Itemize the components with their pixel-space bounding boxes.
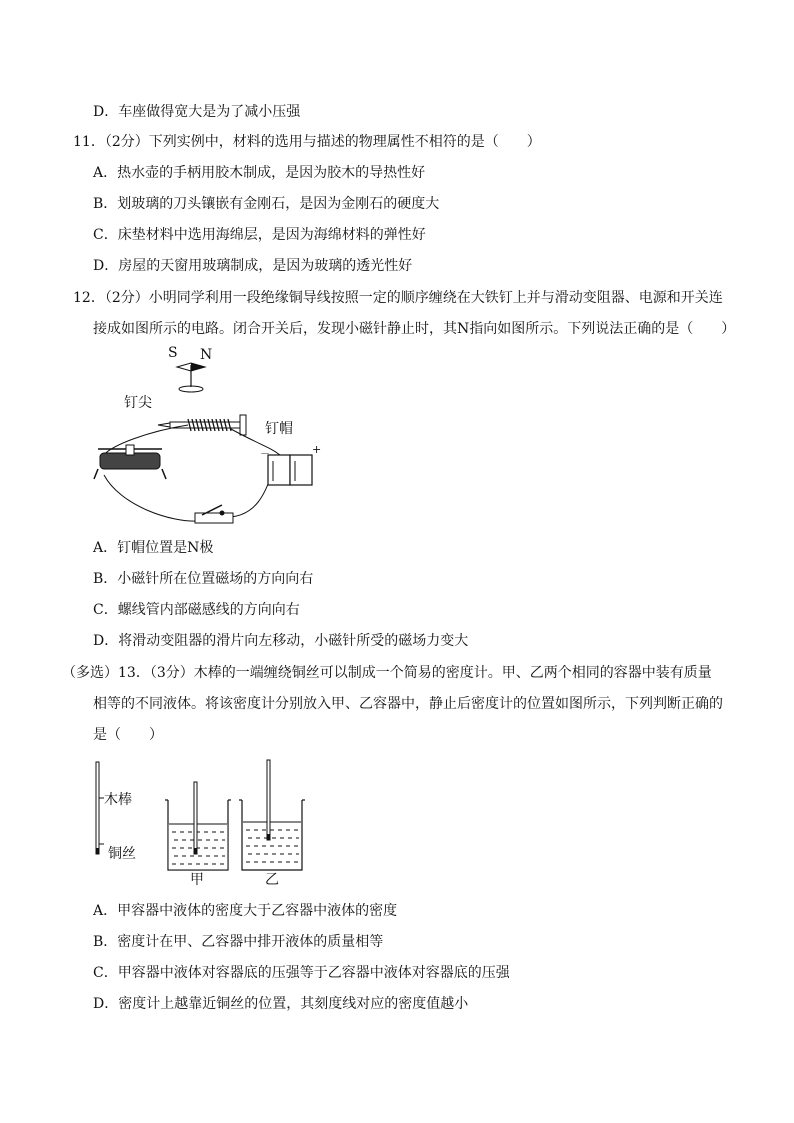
q12-stem-line2: 接成如图所示的电路。闭合开关后，发现小磁针静止时，其N指向如图所示。下列说法正确的是（ ） (93, 321, 736, 337)
nail-tip (158, 423, 170, 427)
beaker-b-label: 乙 (265, 872, 279, 888)
q13-stem-line1: （多选）13．（3分）木棒的一端缠绕铜丝可以制成一个简易的密度计。甲、乙两个相同的容器中装有质量 (62, 665, 712, 681)
beaker-a (165, 782, 231, 888)
beaker-a-label-text: 甲 (190, 872, 204, 888)
battery-plus: + (312, 443, 322, 456)
q12-option-b: B．小磁针所在位置磁场的方向向右 (93, 571, 314, 587)
battery (260, 443, 321, 485)
q13-option-c: C．甲容器中液体对容器底的压强等于乙容器中液体对容器底的压强 (93, 965, 510, 981)
battery-minus: － (260, 449, 270, 460)
stick-label: 木棒 (104, 792, 132, 808)
q12-stem-line1: 12．（2分）小明同学利用一段绝缘铜导线按照一定的顺序缠绕在大铁钉上并与滑动变阻器、电源和开关连 (73, 290, 723, 306)
compass-s-label: S (168, 345, 178, 361)
q11-option-d: D．房屋的天窗用玻璃制成，是因为玻璃的透光性好 (93, 258, 413, 274)
q12-option-a: A．钉帽位置是N极 (93, 540, 214, 556)
wire-left (102, 425, 188, 457)
liquid-b-dashes (246, 830, 299, 862)
q13-stem-line2: 相等的不同液体。将该密度计分别放入甲、乙容器中，静止后密度计的位置如图所示，下列判断正确的 (93, 696, 723, 712)
wire-label: 铜丝 (108, 846, 136, 862)
meter-in-b (267, 760, 270, 840)
rheostat-slider (126, 445, 134, 455)
q11-option-b: B．划玻璃的刀头镶嵌有金刚石，是因为金刚石的硬度大 (93, 196, 440, 212)
q12-option-c: C．螺线管内部磁感线的方向向右 (93, 602, 300, 618)
q13-option-b: B．密度计在甲、乙容器中排开液体的质量相等 (93, 934, 384, 950)
compass (168, 345, 212, 392)
copper-wire (96, 848, 100, 854)
wood-stick (96, 762, 99, 854)
battery-cell-2 (290, 455, 312, 485)
sliding-rheostat (94, 445, 166, 479)
nail-tip-label: 钉尖 (124, 395, 152, 411)
nail-head (240, 415, 246, 435)
battery-cell-1 (268, 455, 290, 485)
q13-stem-line3: 是（ ） (93, 727, 163, 743)
compass-n-label: N (200, 347, 213, 363)
switch-base (195, 513, 233, 523)
q10-option-d: D．车座做得宽大是为了减小压强 (93, 104, 301, 120)
compass-needle-n-half (191, 363, 205, 371)
switch (195, 505, 233, 523)
q13-density-figure (90, 758, 320, 888)
density-meter (96, 762, 137, 862)
q11-option-a: A．热水壶的手柄用胶木制成，是因为胶木的导热性好 (93, 165, 426, 181)
q12-circuit-figure (90, 345, 330, 535)
beaker-b (239, 760, 305, 888)
meter-in-a (194, 782, 197, 854)
wires (102, 425, 280, 521)
q11-option-c: C．床垫材料中选用海绵层，是因为海绵材料的弹性好 (93, 227, 426, 243)
q11-stem: 11．（2分）下列实例中，材料的选用与描述的物理属性不相符的是（ ） (73, 134, 541, 150)
q13-option-a: A．甲容器中液体的密度大于乙容器中液体的密度 (93, 903, 398, 919)
q12-option-d: D．将滑动变阻器的滑片向左移动，小磁针所受的磁场力变大 (93, 633, 469, 649)
wire-bottom-right (230, 473, 272, 517)
q13-option-d: D．密度计上越靠近铜丝的位置，其刻度线对应的密度值越小 (93, 996, 469, 1012)
nail-electromagnet (124, 394, 293, 437)
nail-head-label: 钉帽 (265, 421, 293, 437)
wire-bottom-left (104, 475, 200, 521)
liquid-a (169, 824, 228, 869)
